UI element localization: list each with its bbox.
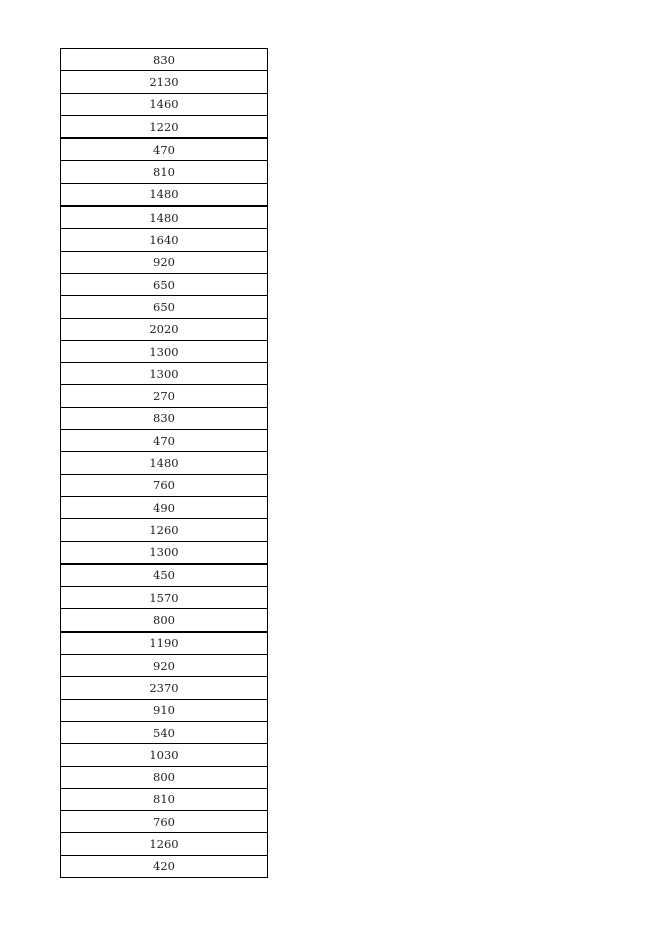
table-cell-value[interactable]: 470: [61, 138, 268, 161]
table-row: [61, 699, 268, 721]
table-row: [61, 833, 268, 855]
table-cell-value[interactable]: 1480: [61, 452, 268, 474]
table-row: [61, 138, 268, 161]
table-cell-value[interactable]: 1260: [61, 519, 268, 541]
table-row: [61, 318, 268, 340]
table-cell-value[interactable]: 2370: [61, 677, 268, 699]
values-table-body: [61, 49, 268, 878]
table-cell-value[interactable]: 650: [61, 296, 268, 318]
table-cell-value[interactable]: 920: [61, 655, 268, 677]
table-cell-value[interactable]: 910: [61, 699, 268, 721]
table-cell-value[interactable]: 1480: [61, 183, 268, 206]
table-cell-value[interactable]: 490: [61, 496, 268, 518]
table-row: [61, 632, 268, 655]
table-cell-value[interactable]: 1480: [61, 206, 268, 229]
table-row: [61, 564, 268, 587]
table-row: [61, 206, 268, 229]
table-cell-value[interactable]: 450: [61, 564, 268, 587]
table-cell-value[interactable]: 800: [61, 609, 268, 632]
table-cell-value[interactable]: 1460: [61, 93, 268, 115]
table-cell-value[interactable]: 760: [61, 811, 268, 833]
table-row: [61, 71, 268, 93]
table-cell-value[interactable]: 540: [61, 721, 268, 743]
table-cell-value[interactable]: 1570: [61, 587, 268, 609]
table-row: [61, 766, 268, 788]
table-cell-value[interactable]: 650: [61, 273, 268, 295]
table-cell-value[interactable]: 760: [61, 474, 268, 496]
table-row: [61, 385, 268, 407]
table-cell-value[interactable]: 470: [61, 430, 268, 452]
table-row: [61, 811, 268, 833]
table-cell-value[interactable]: 810: [61, 161, 268, 183]
table-row: [61, 496, 268, 518]
table-cell-value[interactable]: 810: [61, 788, 268, 810]
table-row: [61, 407, 268, 429]
table-row: [61, 115, 268, 138]
table-cell-value[interactable]: 920: [61, 251, 268, 273]
table-cell-value[interactable]: 1190: [61, 632, 268, 655]
table-cell-value[interactable]: 1640: [61, 229, 268, 251]
table-cell-value[interactable]: 2020: [61, 318, 268, 340]
table-row: [61, 251, 268, 273]
table-row: [61, 587, 268, 609]
table-row: [61, 474, 268, 496]
table-row: [61, 677, 268, 699]
spreadsheet-page: [60, 48, 268, 878]
table-row: [61, 430, 268, 452]
table-row: [61, 541, 268, 564]
table-row: [61, 655, 268, 677]
table-cell-value[interactable]: 1300: [61, 363, 268, 385]
table-row: [61, 93, 268, 115]
table-row: [61, 788, 268, 810]
values-table: [60, 48, 268, 878]
table-row: [61, 161, 268, 183]
table-row: [61, 609, 268, 632]
table-cell-value[interactable]: 1220: [61, 115, 268, 138]
table-row: [61, 363, 268, 385]
table-row: [61, 452, 268, 474]
table-row: [61, 721, 268, 743]
table-row: [61, 273, 268, 295]
table-cell-value[interactable]: 1300: [61, 541, 268, 564]
table-cell-value[interactable]: 830: [61, 407, 268, 429]
table-row: [61, 855, 268, 877]
table-cell-value[interactable]: 1030: [61, 744, 268, 766]
table-cell-value[interactable]: 270: [61, 385, 268, 407]
table-cell-value[interactable]: 1300: [61, 340, 268, 362]
table-row: [61, 519, 268, 541]
table-cell-value[interactable]: 830: [61, 49, 268, 71]
table-row: [61, 340, 268, 362]
table-row: [61, 183, 268, 206]
table-cell-value[interactable]: 800: [61, 766, 268, 788]
table-row: [61, 49, 268, 71]
table-row: [61, 296, 268, 318]
table-row: [61, 229, 268, 251]
table-cell-value[interactable]: 1260: [61, 833, 268, 855]
table-row: [61, 744, 268, 766]
table-cell-value[interactable]: 420: [61, 855, 268, 877]
table-cell-value[interactable]: 2130: [61, 71, 268, 93]
